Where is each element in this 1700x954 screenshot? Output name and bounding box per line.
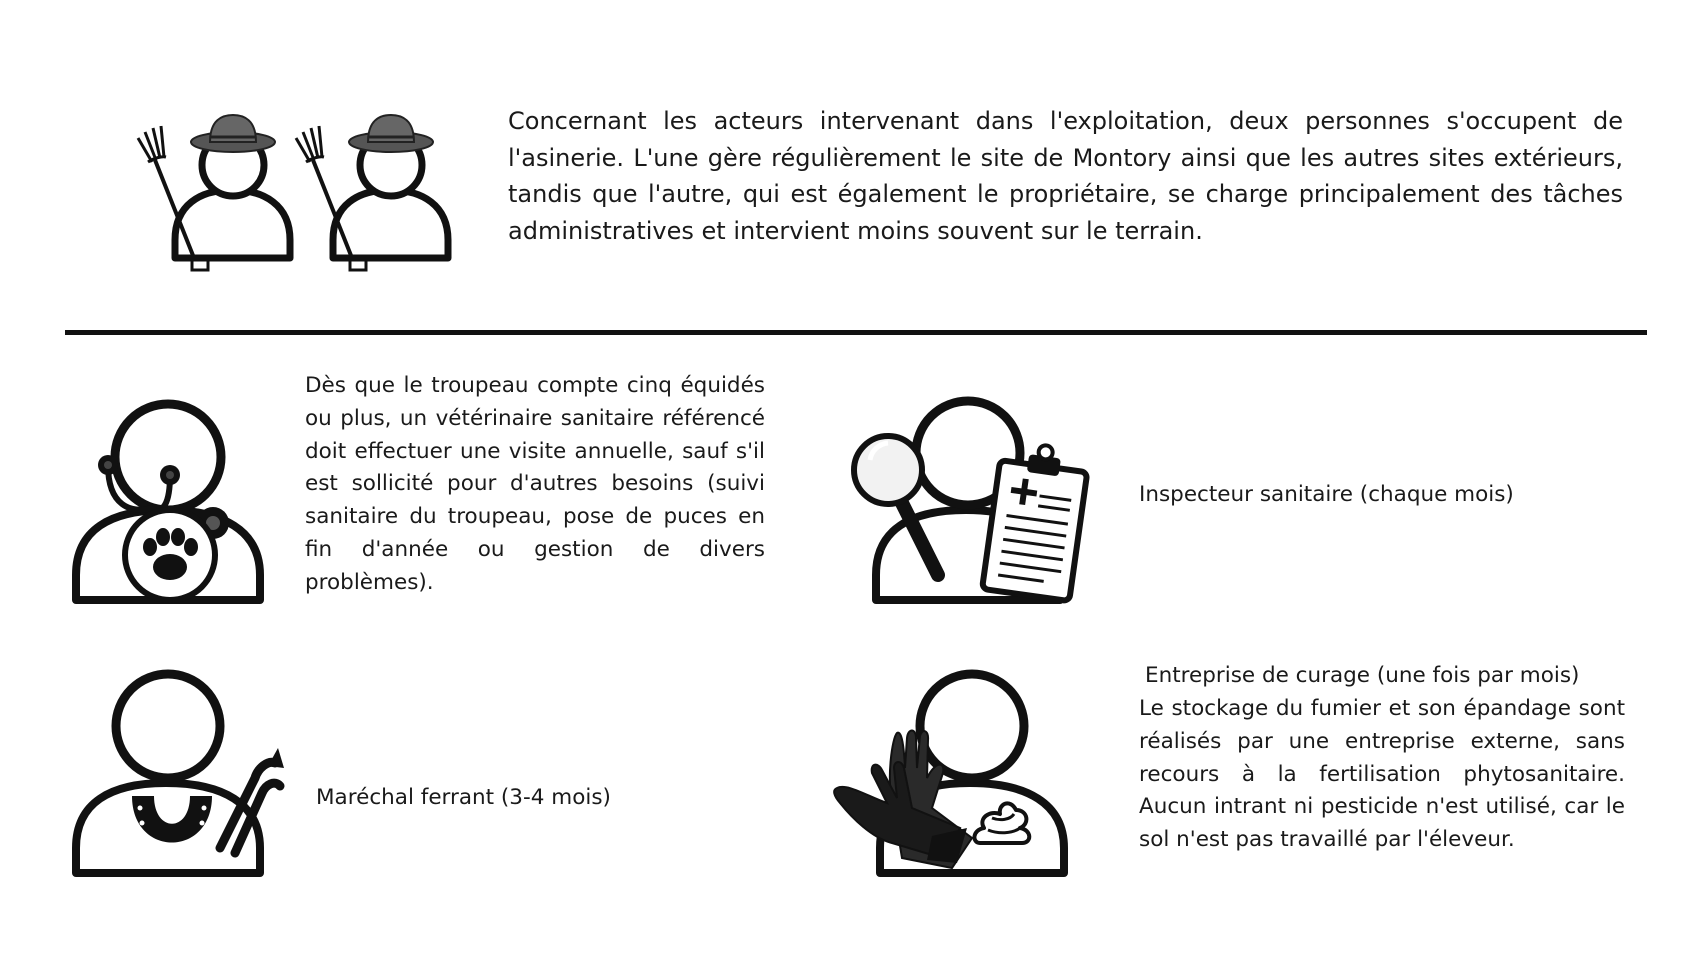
veterinarian-icon <box>70 395 270 605</box>
farrier-icon <box>70 668 290 883</box>
cleaning-company-title: Entreprise de curage (une fois par mois) <box>1145 663 1580 688</box>
section-divider <box>65 330 1647 335</box>
inspector-icon <box>850 395 1090 615</box>
inspector-label: Inspecteur sanitaire (chaque mois) <box>1139 482 1514 507</box>
cleaning-company-icon <box>832 668 1077 883</box>
farmer-icon-1 <box>130 110 300 280</box>
cleaning-company-text: Le stockage du fumier et son épandage sont réalisés par une entreprise externe, sans recours à la fertilisation phytosanitaire. Aucun intrant ni pesticide n'est utilisé, car le sol n'est pas travaillé par l'éleveur. <box>1139 696 1625 853</box>
intro-text: Concernant les acteurs intervenant dans l'exploitation, deux personnes s'occupent de l'asinerie. L'une gère régulièrement le site de Montory ainsi que les autres sites extérieurs, tandis que l'autre, qui est également le propriétaire, se charge principalement des tâches administratives et intervient moins souvent sur le terrain. <box>508 107 1623 245</box>
veterinarian-text: Dès que le troupeau compte cinq équidés ou plus, un vétérinaire sanitaire référencé doit effectuer une visite annuelle, sauf s'il est sollicité pour d'autres besoins (suivi sanitaire du troupeau, pose de puces en fin d'année ou gestion de divers problèmes). <box>305 373 765 595</box>
farmer-icon-2 <box>288 110 458 280</box>
farrier-label: Maréchal ferrant (3-4 mois) <box>316 785 611 810</box>
